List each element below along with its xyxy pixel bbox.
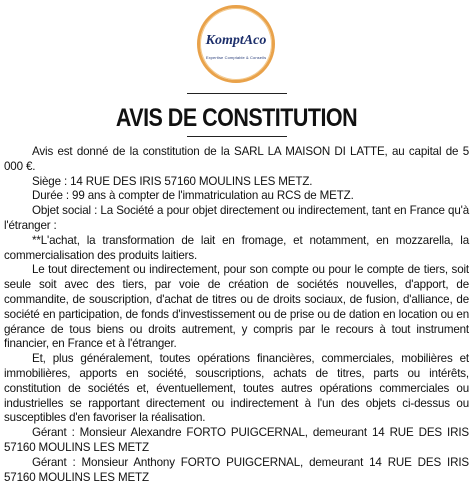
- logo-circle: [197, 5, 275, 83]
- title-rule-top: [187, 93, 287, 94]
- paragraph-duree: Durée : 99 ans à compter de l'immatriculation au RCS de METZ.: [32, 189, 354, 203]
- paragraph-gerant-1: Gérant : Monsieur Alexandre FORTO PUIGCERNAL, demeurant 14 RUE DES IRIS 57160 MOULINS LES METZ: [4, 426, 469, 454]
- paragraph-objet: Objet social : La Société a pour objet directement ou indirectement, tant en France qu'à l'étranger :: [4, 204, 469, 232]
- notice-title: AVIS DE CONSTITUTION: [115, 104, 358, 132]
- logo-tagline: Expertise Comptable & Conseils: [205, 55, 267, 60]
- notice-body: [4, 145, 469, 485]
- logo-name: KomptAco: [205, 33, 267, 48]
- paragraph-siege: Siège : 14 RUE DES IRIS 57160 MOULINS LES METZ.: [32, 174, 313, 188]
- paragraph-operations: Et, plus généralement, toutes opérations financières, commerciales, mobilières et immobilières, apports en société, souscriptions, achats de titres, parts ou intérêts, constitution de sociétés et, éventuellement, toutes autres opérations commerciales ou industrielles se rapportant directement ou indirectement à l'un des objets ci-dessus ou susceptibles d'en favoriser la réalisation.: [4, 352, 469, 425]
- company-logo: [0, 0, 473, 92]
- paragraph-moyens: Le tout directement ou indirectement, pour son compte ou pour le compte de tiers, soit seule soit avec des tiers, par voie de création de sociétés nouvelles, d'apport, de commandite, de souscription, d'achat de titres ou de droits sociaux, de fusion, d'alliance, de société en participation, de fonds d'investissement ou de prise ou de dation en location ou en gérance de tous biens ou droits autrement, y compris par le recours à tout instrument financier, en France et à l'étranger.: [4, 263, 469, 351]
- paragraph-gerant-2: Gérant : Monsieur Anthony FORTO PUIGCERNAL, demeurant 14 RUE DES IRIS 57160 MOULINS LES METZ: [4, 455, 469, 484]
- paragraph-capital: Avis est donné de la constitution de la SARL LA MAISON DI LATTE, au capital de 5 000 €.: [4, 145, 469, 173]
- paragraph-activite: **L'achat, la transformation de lait en fromage, et notamment, en mozzarella, la commercialisation des produits laitiers.: [4, 233, 469, 262]
- title-rule-bottom: [187, 136, 287, 137]
